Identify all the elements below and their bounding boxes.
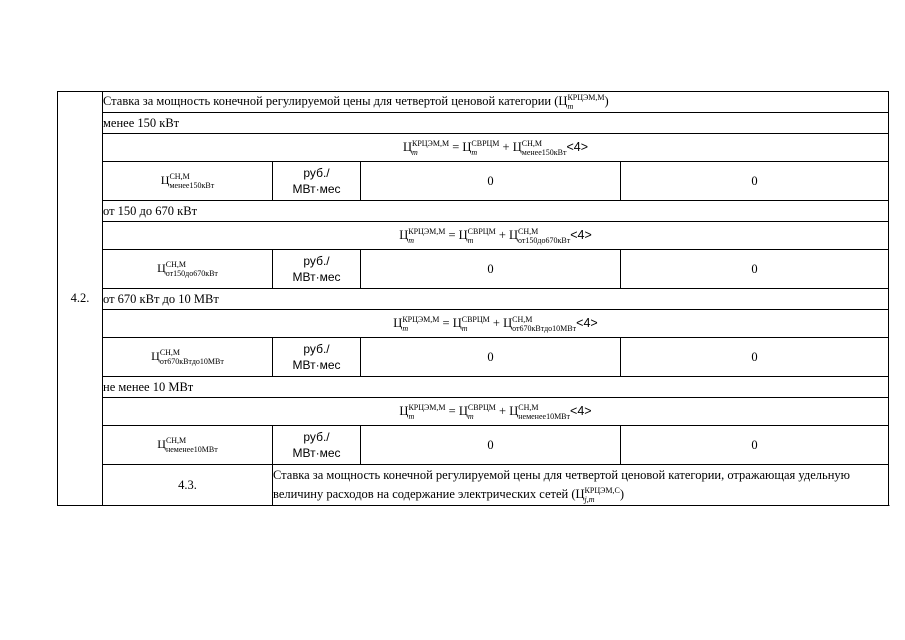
row-symbol: Ц СН,М от670кВтдо10МВт	[103, 338, 273, 377]
section-42-title-indices: КРЦЭМ,М m	[567, 93, 605, 111]
section-43-title-symbol: Ц	[575, 486, 585, 501]
row-value-1: 0	[361, 338, 621, 377]
section-42-number: 4.2.	[58, 92, 103, 506]
row-value-2: 0	[621, 338, 889, 377]
section-42-header-row	[58, 92, 889, 113]
group-label-row	[58, 201, 889, 222]
section-42-title-symbol: Ц	[558, 93, 568, 108]
row-symbol: Ц СН,М менее150кВт	[103, 162, 273, 201]
formula-row	[58, 398, 889, 426]
row-value-1: 0	[361, 426, 621, 465]
section-43-number: 4.3.	[103, 465, 273, 506]
value-row	[58, 426, 889, 465]
row-unit: руб./ МВт·мес	[273, 162, 361, 201]
formula: Ц КРЦЭМ,М m = Ц СВРЦМ m + Ц СН,М неменее10МВт <4>	[103, 398, 889, 426]
group-label-row	[58, 113, 889, 134]
group-label: от 150 до 670 кВт	[103, 201, 889, 222]
row-symbol: Ц СН,М от150до670кВт	[103, 250, 273, 289]
section-43-title: Ставка за мощность конечной регулируемой цены для четвертой ценовой категории, отражающая удельную величину расходов на содержание электрических сетей (Ц КРЦЭМ,С j,m )	[273, 465, 889, 506]
group-label: не менее 10 МВт	[103, 377, 889, 398]
section-42-title-text: Ставка за мощность конечной регулируемой цены для четвертой ценовой категории	[103, 93, 552, 108]
formula-row	[58, 310, 889, 338]
formula-row	[58, 134, 889, 162]
section-43-row	[58, 465, 889, 506]
group-label: от 670 кВт до 10 МВт	[103, 289, 889, 310]
group-label-row	[58, 289, 889, 310]
value-row	[58, 250, 889, 289]
row-value-2: 0	[621, 426, 889, 465]
tariff-table	[57, 91, 889, 506]
row-value-1: 0	[361, 250, 621, 289]
formula: Ц КРЦЭМ,М m = Ц СВРЦМ m + Ц СН,М от670кВтдо10МВт <4>	[103, 310, 889, 338]
value-row	[58, 162, 889, 201]
formula: Ц КРЦЭМ,М m = Ц СВРЦМ m + Ц СН,М менее150кВт <4>	[103, 134, 889, 162]
section-43-title-indices: КРЦЭМ,С j,m	[584, 486, 620, 505]
row-value-2: 0	[621, 250, 889, 289]
row-unit: руб./ МВт·мес	[273, 250, 361, 289]
row-value-1: 0	[361, 162, 621, 201]
row-value-2: 0	[621, 162, 889, 201]
section-43-title-text: Ставка за мощность конечной регулируемой цены для четвертой ценовой категории, отражающая удельную величину расходов на содержание электрических сетей	[273, 467, 851, 501]
row-unit: руб./ МВт·мес	[273, 426, 361, 465]
section-42-title: Ставка за мощность конечной регулируемой цены для четвертой ценовой категории (Ц КРЦЭМ,М m )	[103, 92, 889, 113]
group-label-row	[58, 377, 889, 398]
row-unit: руб./ МВт·мес	[273, 338, 361, 377]
formula-row	[58, 222, 889, 250]
value-row	[58, 338, 889, 377]
group-label: менее 150 кВт	[103, 113, 889, 134]
formula: Ц КРЦЭМ,М m = Ц СВРЦМ m + Ц СН,М от150до670кВт <4>	[103, 222, 889, 250]
row-symbol: Ц СН,М неменее10МВт	[103, 426, 273, 465]
